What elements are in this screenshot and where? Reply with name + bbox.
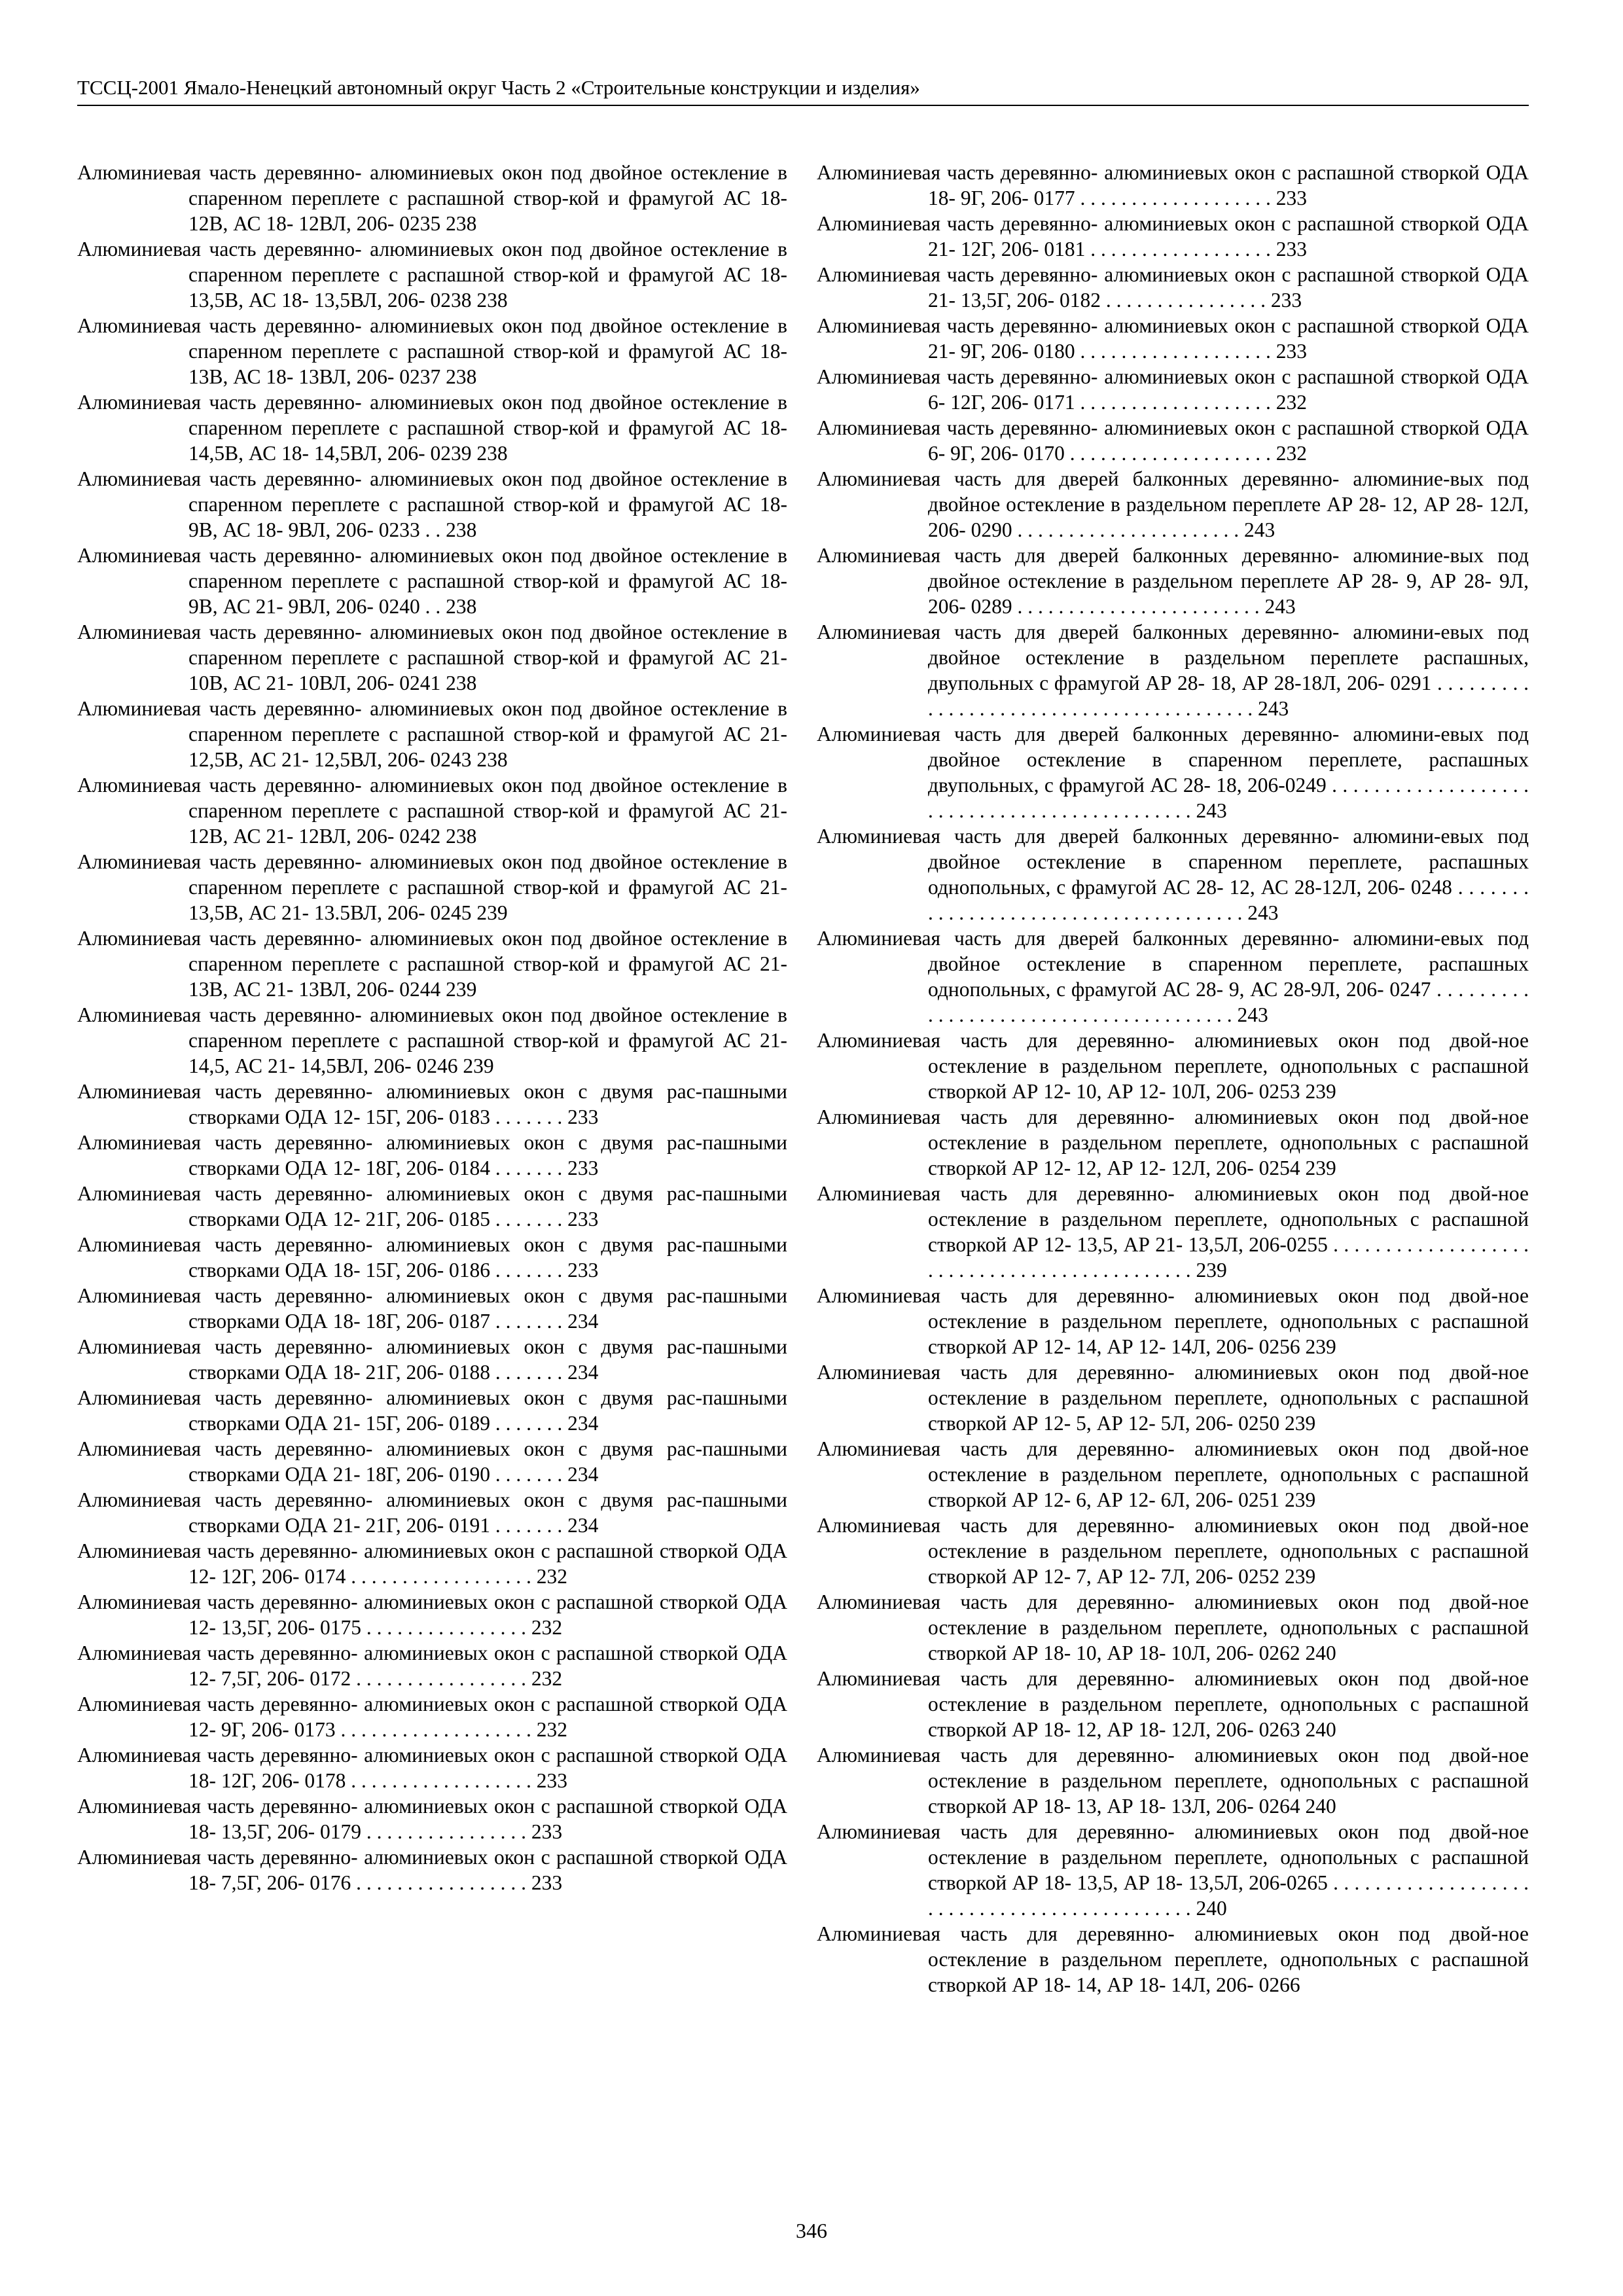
index-entry: Алюминиевая часть деревянно- алюминиевых окон с распашной створкой ОДА 21- 13,5Г, 206- 0182 . . . . . . . . . . . . . . . . 233 (817, 263, 1529, 312)
index-entry: Алюминиевая часть для деревянно- алюминиевых окон под двой-ное остекление в раздельном переплете, однопольных с распашной створкой АР 12- 10, АР 12- 10Л, 206- 0253 239 (817, 1029, 1529, 1103)
index-entry: Алюминиевая часть для дверей балконных деревянно- алюмини-евых под двойное остекление в спаренном переплете, распашных двупольных, с фрамугой АС 28- 18, 206-0249 . . . . . . . . . . . . . . . . . . . . . . . . . . . . . . . . . . . . . . . . . . . . . 243 (817, 723, 1529, 822)
index-entry: Алюминиевая часть деревянно- алюминиевых окон с распашной створкой ОДА 12- 7,5Г, 206- 0172 . . . . . . . . . . . . . . . . . 232 (77, 1641, 787, 1690)
index-entry: Алюминиевая часть деревянно- алюминиевых окон под двойное остекление в спаренном переплете с распашной створ-кой и фрамугой АС 18- 13В, АС 18- 13ВЛ, 206- 0237 238 (77, 314, 787, 388)
index-entry: Алюминиевая часть деревянно- алюминиевых окон под двойное остекление в спаренном переплете с распашной створ-кой и фрамугой АС 21- 13В, АС 21- 13ВЛ, 206- 0244 239 (77, 927, 787, 1001)
index-entry: Алюминиевая часть деревянно- алюминиевых окон с двумя рас-пашными створками ОДА 12- 18Г, 206- 0184 . . . . . . . 233 (77, 1131, 787, 1179)
index-entry: Алюминиевая часть деревянно- алюминиевых окон с распашной створкой ОДА 21- 9Г, 206- 0180 . . . . . . . . . . . . . . . . . . . 233 (817, 314, 1529, 363)
index-entry: Алюминиевая часть деревянно- алюминиевых окон с двумя рас-пашными створками ОДА 21- 15Г, 206- 0189 . . . . . . . 234 (77, 1386, 787, 1435)
index-entry: Алюминиевая часть деревянно- алюминиевых окон с распашной створкой ОДА 18- 7,5Г, 206- 0176 . . . . . . . . . . . . . . . . . 233 (77, 1846, 787, 1894)
index-entry: Алюминиевая часть для деревянно- алюминиевых окон под двой-ное остекление в раздельном переплете, однопольных с распашной створкой АР 18- 14, АР 18- 14Л, 206- 0266 (817, 1922, 1529, 1996)
index-entry: Алюминиевая часть для дверей балконных деревянно- алюмини-евых под двойное остекление в спаренном переплете, распашных однопольных, с фрамугой АС 28- 12, АС 28-12Л, 206- 0248 . . . . . . . . . . . . . . . . . . . . . . . . . . . . . . . . . . . . . . 243 (817, 825, 1529, 924)
index-entry: Алюминиевая часть для деревянно- алюминиевых окон под двой-ное остекление в раздельном переплете, однопольных с распашной створкой АР 18- 13, АР 18- 13Л, 206- 0264 240 (817, 1744, 1529, 1818)
index-entry: Алюминиевая часть для деревянно- алюминиевых окон под двой-ное остекление в раздельном переплете, однопольных с распашной створкой АР 12- 5, АР 12- 5Л, 206- 0250 239 (817, 1361, 1529, 1435)
index-entry: Алюминиевая часть деревянно- алюминиевых окон с распашной створкой ОДА 21- 12Г, 206- 0181 . . . . . . . . . . . . . . . . . . 233 (817, 212, 1529, 260)
index-entry: Алюминиевая часть для деревянно- алюминиевых окон под двой-ное остекление в раздельном переплете, однопольных с распашной створкой АР 18- 10, АР 18- 10Л, 206- 0262 240 (817, 1590, 1529, 1664)
running-header: ТССЦ-2001 Ямало-Ненецкий автономный округ Часть 2 «Строительные конструкции и изделия» (77, 75, 1529, 106)
index-entry: Алюминиевая часть для дверей балконных деревянно- алюминие-вых под двойное остекление в раздельном переплете АР 28- 12, АР 28- 12Л, 206- 0290 . . . . . . . . . . . . . . . . . . . . . . 243 (817, 467, 1529, 541)
index-entry: Алюминиевая часть деревянно- алюминиевых окон под двойное остекление в спаренном переплете с распашной створ-кой и фрамугой АС 18- 14,5В, АС 18- 14,5ВЛ, 206- 0239 238 (77, 391, 787, 465)
index-entry: Алюминиевая часть для деревянно- алюминиевых окон под двой-ное остекление в раздельном переплете, однопольных с распашной створкой АР 18- 13,5, АР 18- 13,5Л, 206-0265 . . . . . . . . . . . . . . . . . . . . . . . . . . . . . . . . . . . . . . . . . . . . . 240 (817, 1820, 1529, 1920)
index-entry: Алюминиевая часть деревянно- алюминиевых окон с распашной створкой ОДА 12- 12Г, 206- 0174 . . . . . . . . . . . . . . . . . . 232 (77, 1539, 787, 1588)
index-entry: Алюминиевая часть деревянно- алюминиевых окон с распашной створкой ОДА 6- 12Г, 206- 0171 . . . . . . . . . . . . . . . . . . . 232 (817, 365, 1529, 414)
index-entry: Алюминиевая часть деревянно- алюминиевых окон под двойное остекление в спаренном переплете с распашной створ-кой и фрамугой АС 21- 10В, АС 21- 10ВЛ, 206- 0241 238 (77, 620, 787, 694)
index-entry: Алюминиевая часть деревянно- алюминиевых окон с двумя рас-пашными створками ОДА 18- 18Г, 206- 0187 . . . . . . . 234 (77, 1284, 787, 1333)
index-entry: Алюминиевая часть деревянно- алюминиевых окон под двойное остекление в спаренном переплете с распашной створ-кой и фрамугой АС 21- 12,5В, АС 21- 12,5ВЛ, 206- 0243 238 (77, 697, 787, 771)
index-entry: Алюминиевая часть деревянно- алюминиевых окон с распашной створкой ОДА 18- 13,5Г, 206- 0179 . . . . . . . . . . . . . . . . 233 (77, 1795, 787, 1843)
index-entry: Алюминиевая часть для деревянно- алюминиевых окон под двой-ное остекление в раздельном переплете, однопольных с распашной створкой АР 12- 13,5, АР 21- 13,5Л, 206-0255 . . . . . . . . . . . . . . . . . . . . . . . . . . . . . . . . . . . . . . . . . . . . . 239 (817, 1182, 1529, 1282)
index-entry: Алюминиевая часть деревянно- алюминиевых окон с распашной створкой ОДА 18- 12Г, 206- 0178 . . . . . . . . . . . . . . . . . . 233 (77, 1744, 787, 1792)
index-entry: Алюминиевая часть деревянно- алюминиевых окон с двумя рас-пашными створками ОДА 21- 18Г, 206- 0190 . . . . . . . 234 (77, 1437, 787, 1486)
index-column-right (817, 160, 1529, 1998)
index-entry: Алюминиевая часть для деревянно- алюминиевых окон под двой-ное остекление в раздельном переплете, однопольных с распашной створкой АР 12- 6, АР 12- 6Л, 206- 0251 239 (817, 1437, 1529, 1511)
page-number: 346 (796, 2219, 827, 2242)
index-entry: Алюминиевая часть для деревянно- алюминиевых окон под двой-ное остекление в раздельном переплете, однопольных с распашной створкой АР 12- 7, АР 12- 7Л, 206- 0252 239 (817, 1514, 1529, 1588)
index-entry: Алюминиевая часть для деревянно- алюминиевых окон под двой-ное остекление в раздельном переплете, однопольных с распашной створкой АР 18- 12, АР 18- 12Л, 206- 0263 240 (817, 1667, 1529, 1741)
index-entry: Алюминиевая часть деревянно- алюминиевых окон под двойное остекление в спаренном переплете с распашной створ-кой и фрамугой АС 18- 13,5В, АС 18- 13,5ВЛ, 206- 0238 238 (77, 238, 787, 312)
index-entry: Алюминиевая часть для деревянно- алюминиевых окон под двой-ное остекление в раздельном переплете, однопольных с распашной створкой АР 12- 14, АР 12- 14Л, 206- 0256 239 (817, 1284, 1529, 1358)
index-entry: Алюминиевая часть для дверей балконных деревянно- алюмини-евых под двойное остекление в спаренном переплете, распашных однопольных, с фрамугой АС 28- 9, АС 28-9Л, 206- 0247 . . . . . . . . . . . . . . . . . . . . . . . . . . . . . . . . . . . . . . . 243 (817, 927, 1529, 1026)
index-entry: Алюминиевая часть деревянно- алюминиевых окон под двойное остекление в спаренном переплете с распашной створ-кой и фрамугой АС 18- 12В, АС 18- 12ВЛ, 206- 0235 238 (77, 161, 787, 235)
index-entry: Алюминиевая часть деревянно- алюминиевых окон с двумя рас-пашными створками ОДА 21- 21Г, 206- 0191 . . . . . . . 234 (77, 1488, 787, 1537)
index-entry: Алюминиевая часть для деревянно- алюминиевых окон под двой-ное остекление в раздельном переплете, однопольных с распашной створкой АР 12- 12, АР 12- 12Л, 206- 0254 239 (817, 1105, 1529, 1179)
index-column-left (77, 160, 787, 1895)
index-entry: Алюминиевая часть деревянно- алюминиевых окон под двойное остекление в спаренном переплете с распашной створ-кой и фрамугой АС 21- 13,5В, АС 21- 13.5ВЛ, 206- 0245 239 (77, 850, 787, 924)
index-entry: Алюминиевая часть деревянно- алюминиевых окон под двойное остекление в спаренном переплете с распашной створ-кой и фрамугой АС 21- 12В, АС 21- 12ВЛ, 206- 0242 238 (77, 774, 787, 848)
index-entry: Алюминиевая часть деревянно- алюминиевых окон с распашной створкой ОДА 12- 9Г, 206- 0173 . . . . . . . . . . . . . . . . . . . 232 (77, 1693, 787, 1741)
index-entry: Алюминиевая часть для дверей балконных деревянно- алюминие-вых под двойное остекление в раздельном переплете АР 28- 9, АР 28- 9Л, 206- 0289 . . . . . . . . . . . . . . . . . . . . . . . . 243 (817, 544, 1529, 618)
index-entry: Алюминиевая часть деревянно- алюминиевых окон с двумя рас-пашными створками ОДА 12- 21Г, 206- 0185 . . . . . . . 233 (77, 1182, 787, 1230)
index-entry: Алюминиевая часть деревянно- алюминиевых окон с распашной створкой ОДА 12- 13,5Г, 206- 0175 . . . . . . . . . . . . . . . . 232 (77, 1590, 787, 1639)
index-entry: Алюминиевая часть деревянно- алюминиевых окон с двумя рас-пашными створками ОДА 18- 21Г, 206- 0188 . . . . . . . 234 (77, 1335, 787, 1384)
index-entry: Алюминиевая часть деревянно- алюминиевых окон с двумя рас-пашными створками ОДА 18- 15Г, 206- 0186 . . . . . . . 233 (77, 1233, 787, 1282)
index-entry: Алюминиевая часть деревянно- алюминиевых окон с распашной створкой ОДА 18- 9Г, 206- 0177 . . . . . . . . . . . . . . . . . . . 233 (817, 161, 1529, 209)
index-entry: Алюминиевая часть деревянно- алюминиевых окон под двойное остекление в спаренном переплете с распашной створ-кой и фрамугой АС 21- 14,5, АС 21- 14,5ВЛ, 206- 0246 239 (77, 1003, 787, 1077)
index-entry: Алюминиевая часть деревянно- алюминиевых окон с двумя рас-пашными створками ОДА 12- 15Г, 206- 0183 . . . . . . . 233 (77, 1080, 787, 1128)
index-entry: Алюминиевая часть для дверей балконных деревянно- алюмини-евых под двойное остекление в раздельном переплете распашных, двупольных с фрамугой АР 28- 18, АР 28-18Л, 206- 0291 . . . . . . . . . . . . . . . . . . . . . . . . . . . . . . . . . . . . . . . . . 243 (817, 620, 1529, 720)
index-entry: Алюминиевая часть деревянно- алюминиевых окон под двойное остекление в спаренном переплете с распашной створ-кой и фрамугой АС 18- 9В, АС 21- 9ВЛ, 206- 0240 . . 238 (77, 544, 787, 618)
index-entry: Алюминиевая часть деревянно- алюминиевых окон с распашной створкой ОДА 6- 9Г, 206- 0170 . . . . . . . . . . . . . . . . . . . . 232 (817, 416, 1529, 465)
index-entry: Алюминиевая часть деревянно- алюминиевых окон под двойное остекление в спаренном переплете с распашной створ-кой и фрамугой АС 18- 9В, АС 18- 9ВЛ, 206- 0233 . . 238 (77, 467, 787, 541)
